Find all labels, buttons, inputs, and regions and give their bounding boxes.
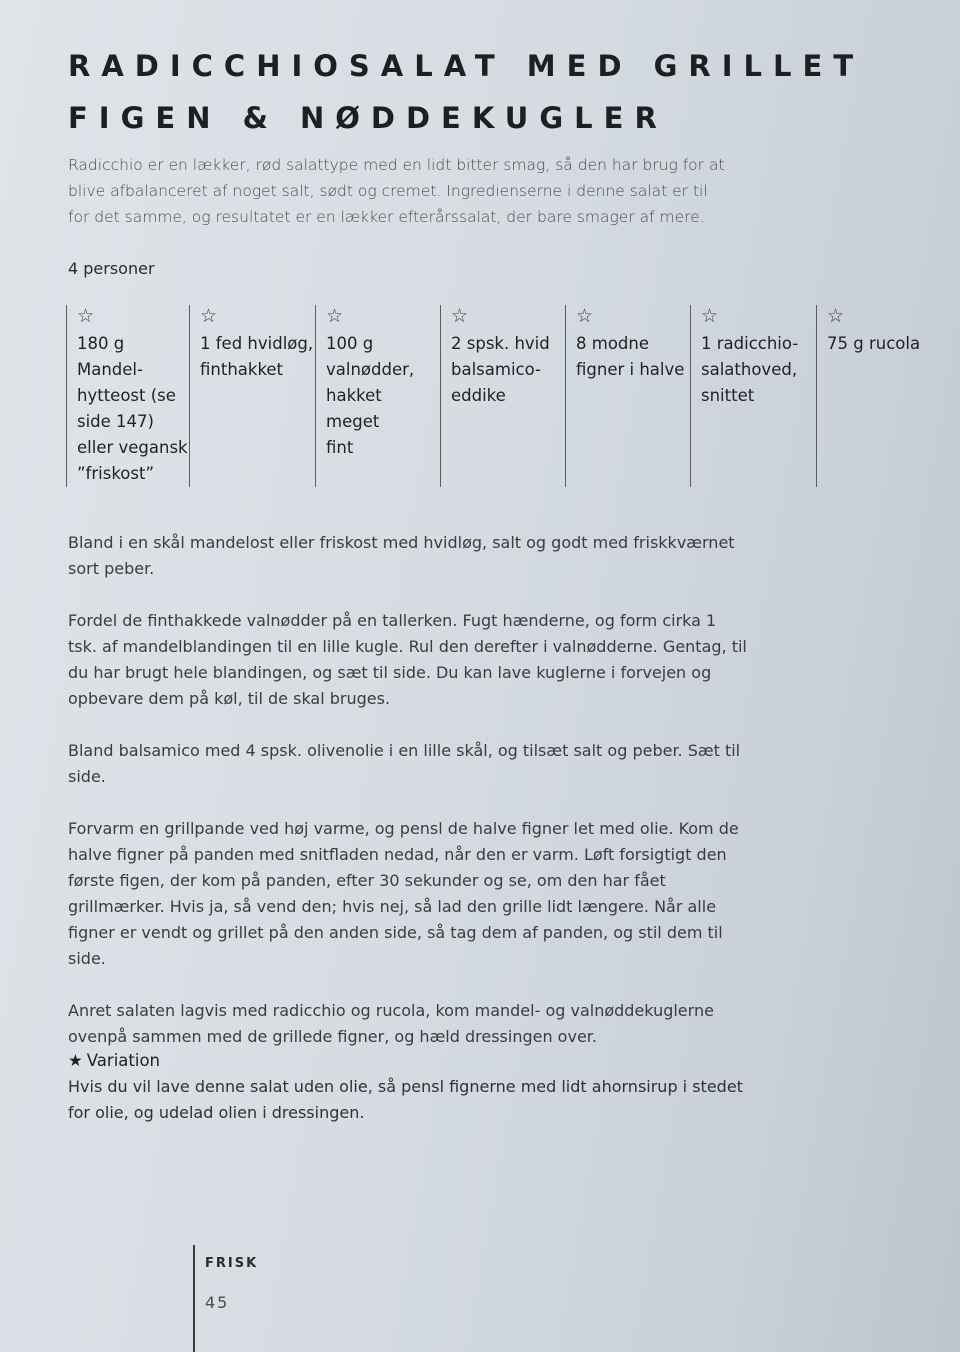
recipe-title-line-2: FIGEN & NØDDEKUGLER xyxy=(68,101,668,135)
ingredient-item xyxy=(66,305,190,487)
variation-heading-row xyxy=(68,1048,748,1074)
page-number: 45 xyxy=(205,1293,230,1312)
star-outline-icon: ☆ xyxy=(451,305,469,327)
recipe-step: Bland balsamico med 4 spsk. olivenolie i en lille skål, og tilsæt salt og peber. Sæt til side. xyxy=(68,741,741,786)
ingredient-text: 1 radicchio- salathoved, snittet xyxy=(701,334,799,405)
ingredient-text: 100 g valnødder, hakket meget fint xyxy=(326,334,415,457)
ingredient-item xyxy=(690,305,816,487)
recipe-step: Forvarm en grillpande ved høj varme, og pensl de halve figner let med olie. Kom de halve figner på panden med snitfladen nedad, når den er varm. Løft forsigtigt den første figen, der kom på panden, efter 30 sekunder og se, om den har fået grillmærker. Hvis ja, så vend den; hvis nej, så lad den grille lidt længere. Når alle figner er vendt og grillet på den anden side, så tag dem af panden, og stil dem til side. xyxy=(68,819,739,968)
star-outline-icon: ☆ xyxy=(701,305,719,327)
star-outline-icon: ☆ xyxy=(827,305,845,327)
star-outline-icon: ☆ xyxy=(200,305,218,327)
footer-divider xyxy=(193,1245,195,1352)
star-outline-icon: ☆ xyxy=(326,305,344,327)
variation-text: Hvis du vil lave denne salat uden olie, så pensl fignerne med lidt ahornsirup i stedet for olie, og udelad olien i dressingen. xyxy=(68,1077,743,1122)
star-outline-icon: ☆ xyxy=(576,305,594,327)
recipe-step: Bland i en skål mandelost eller friskost med hvidløg, salt og godt med friskkværnet sort peber. xyxy=(68,533,735,578)
servings: 4 personer xyxy=(68,259,155,278)
ingredient-item xyxy=(189,305,315,487)
ingredient-item xyxy=(315,305,440,487)
recipe-step: Anret salaten lagvis med radicchio og rucola, kom mandel- og valnøddekuglerne ovenpå sammen med de grillede figner, og hæld dressingen over. xyxy=(68,1001,714,1046)
variation-note xyxy=(68,1048,748,1126)
ingredient-text: 8 modne figner i halve xyxy=(576,334,685,379)
recipe-step: Fordel de finthakkede valnødder på en tallerken. Fugt hænderne, og form cirka 1 tsk. af mandelblandingen til en lille kugle. Rul den derefter i valnødderne. Gentag, til du har brugt hele blandingen, og sæt til side. Du kan lave kuglerne i forvejen og opbevare dem på køl, til de skal bruges. xyxy=(68,611,747,708)
ingredient-item xyxy=(816,305,944,487)
section-label: FRISK xyxy=(205,1256,259,1271)
ingredient-item xyxy=(440,305,565,487)
ingredient-text: 1 fed hvidløg, finthakket xyxy=(200,334,314,379)
ingredient-text: 75 g rucola xyxy=(827,334,921,353)
recipe-steps xyxy=(68,530,748,1076)
recipe-intro: Radicchio er en lækker, rød salattype med en lidt bitter smag, så den har brug for at blive afbalanceret af noget salt, sødt og cremet. Ingredienserne i denne salat er til for det samme, og resultatet er en lækker efterårssalat, der bare smager af mere. xyxy=(68,156,725,226)
star-filled-icon: ★ xyxy=(68,1051,83,1070)
recipe-title xyxy=(68,40,864,144)
ingredient-list xyxy=(66,305,946,487)
recipe-title-line-1: RADICCHIOSALAT MED GRILLET xyxy=(68,49,865,83)
star-outline-icon: ☆ xyxy=(77,305,95,327)
ingredient-item xyxy=(565,305,691,487)
ingredient-text: 2 spsk. hvid balsamico- eddike xyxy=(451,334,550,405)
ingredient-text: 180 g Mandel- hytteost (se side 147) eller vegansk ”friskost” xyxy=(77,334,188,483)
variation-heading: Variation xyxy=(86,1051,160,1070)
